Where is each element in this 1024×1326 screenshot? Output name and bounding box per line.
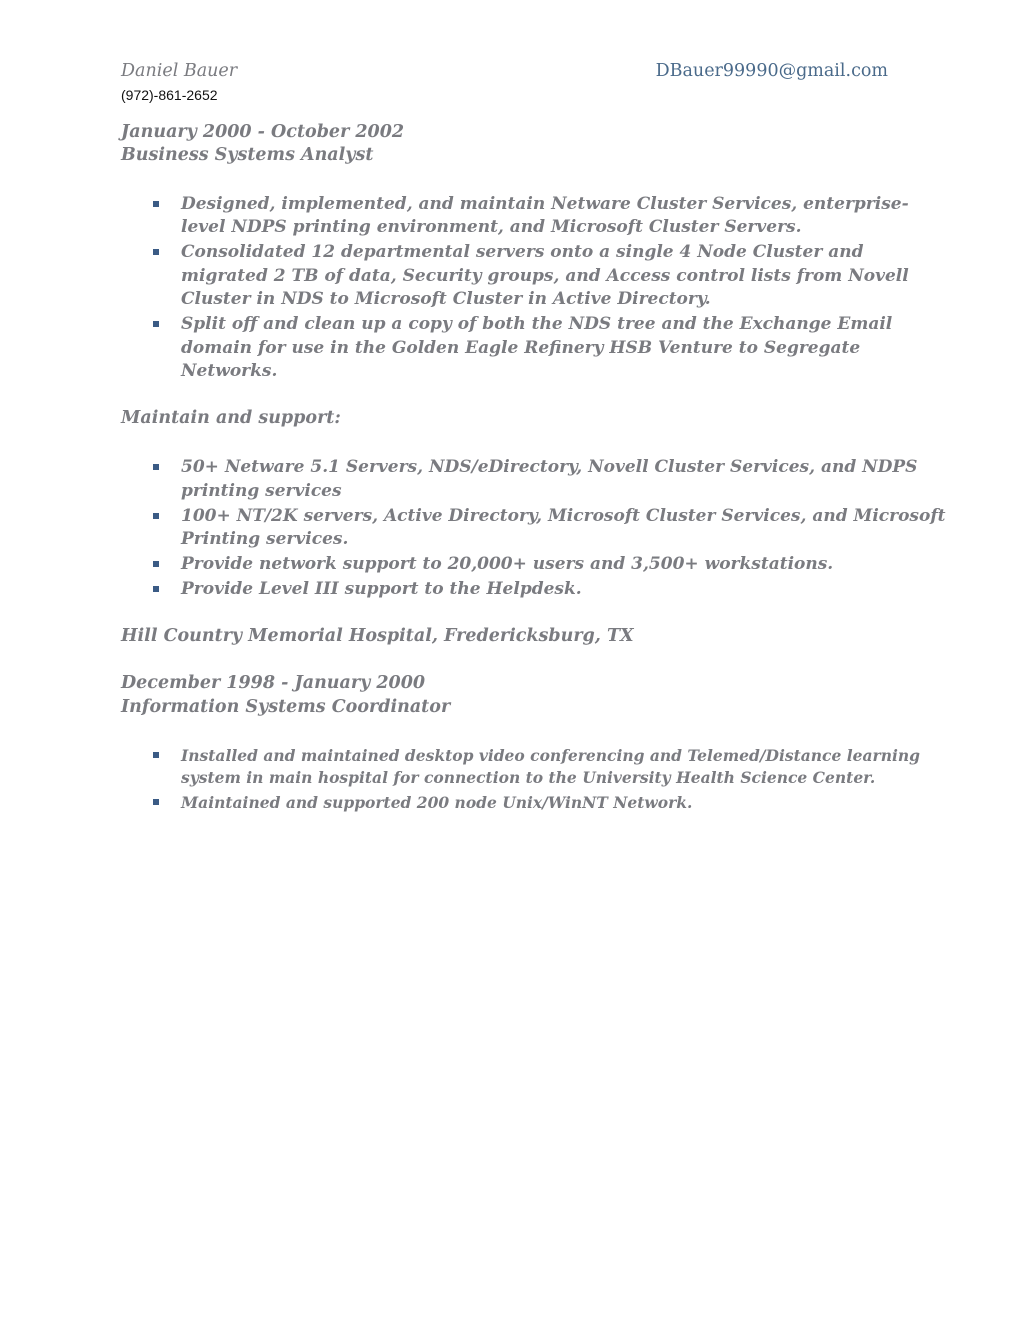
list-item-line: migrated 2 TB of data, Security groups, and Access control lists from Novell (181, 266, 909, 286)
email-address[interactable]: DBauer99990@gmail.com (655, 61, 888, 81)
bullet-icon (153, 321, 159, 327)
list-item-line: Cluster in NDS to Microsoft Cluster in Active Directory. (181, 289, 711, 309)
list-item-line: Designed, implemented, and maintain Netware Cluster Services, enterprise- (181, 194, 909, 214)
job2-dates: December 1998 - January 2000 (121, 673, 426, 693)
list-item-line: Provide network support to 20,000+ users and 3,500+ workstations. (181, 554, 834, 574)
job1-title: Business Systems Analyst (121, 145, 374, 165)
bullet-icon (153, 561, 159, 567)
bullet-icon (153, 513, 159, 519)
bullet-icon (153, 249, 159, 255)
candidate-name: Daniel Bauer (121, 61, 238, 81)
job1-dates: January 2000 - October 2002 (121, 122, 405, 142)
job2-title: Information Systems Coordinator (121, 697, 451, 717)
list-item-line: Provide Level III support to the Helpdesk. (181, 579, 582, 599)
bullet-icon (153, 586, 159, 592)
list-item-line: 100+ NT/2K servers, Active Directory, Microsoft Cluster Services, and Microsoft (181, 506, 946, 526)
list-item-line: Split off and clean up a copy of both the NDS tree and the Exchange Email (181, 314, 893, 334)
list-item-line: Consolidated 12 departmental servers onto a single 4 Node Cluster and (181, 242, 864, 262)
maintain-heading: Maintain and support: (121, 408, 341, 428)
list-item-line: Printing services. (181, 529, 349, 549)
list-item-line: domain for use in the Golden Eagle Refinery HSB Venture to Segregate (181, 338, 861, 358)
bullet-icon (153, 799, 159, 805)
bullet-icon (153, 752, 159, 758)
job2-employer: Hill Country Memorial Hospital, Fredericksburg, TX (121, 626, 634, 646)
bullet-icon (153, 464, 159, 470)
list-item-line: Installed and maintained desktop video conferencing and Telemed/Distance learning (181, 746, 920, 765)
list-item-line: level NDPS printing environment, and Microsoft Cluster Servers. (181, 217, 802, 237)
list-item-line: Maintained and supported 200 node Unix/WinNT Network. (181, 793, 693, 812)
list-item-line: 50+ Netware 5.1 Servers, NDS/eDirectory, Novell Cluster Services, and NDPS (181, 457, 918, 477)
bullet-icon (153, 201, 159, 207)
phone-number: (972)-861-2652 (121, 87, 218, 103)
list-item-line: printing services (181, 481, 342, 501)
list-item-line: system in main hospital for connection to the University Health Science Center. (181, 768, 876, 787)
list-item-line: Networks. (181, 361, 278, 381)
